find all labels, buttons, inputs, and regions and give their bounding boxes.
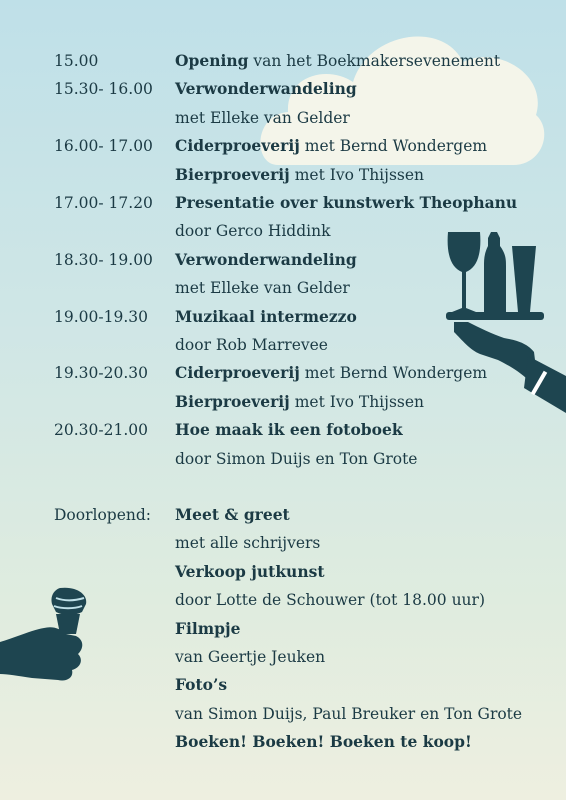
- activity-description: [175, 559, 324, 585]
- activity-description: [175, 701, 522, 727]
- activity-description: [175, 190, 517, 216]
- continuous-row: [0, 559, 566, 585]
- program-row: [0, 133, 566, 159]
- activity-description: [175, 105, 350, 131]
- activity-detail: met Bernd Wondergem: [299, 364, 488, 383]
- continuous-row: [0, 729, 566, 755]
- activity-title: Verwonderwandeling: [175, 249, 357, 269]
- program-row: [0, 446, 566, 472]
- activity-title: Foto’s: [175, 675, 228, 695]
- activity-detail: van het Boekmakersevenement: [248, 52, 501, 70]
- activity-detail: met Bernd Wondergem: [299, 137, 488, 156]
- continuous-row: [0, 616, 566, 642]
- activity-description: [175, 616, 241, 642]
- activity-description: [175, 360, 487, 386]
- activity-detail: van Simon Duijs, Paul Breuker en Ton Grote: [175, 704, 523, 723]
- activity-description: [175, 247, 357, 273]
- program-row: [0, 48, 566, 74]
- activity-description: [175, 644, 325, 670]
- activity-detail: met Ivo Thijssen: [289, 392, 425, 411]
- continuous-row: [0, 587, 566, 613]
- activity-description: [175, 417, 403, 443]
- continuous-row: [0, 530, 566, 556]
- activity-title: Boeken! Boeken! Boeken te koop!: [175, 732, 472, 752]
- time-label: 18.30- 19.00: [54, 250, 153, 269]
- program-row: [0, 76, 566, 102]
- activity-title: Filmpje: [175, 618, 241, 638]
- program-row: [0, 332, 566, 358]
- continuous-row: [0, 672, 566, 698]
- program-row: [0, 105, 566, 131]
- activity-description: [175, 729, 472, 755]
- activity-title: Bierproeverij: [175, 164, 290, 184]
- time-label: 19.30-20.30: [54, 364, 148, 383]
- activity-detail: door Rob Marrevee: [175, 336, 328, 354]
- activity-description: [175, 530, 320, 556]
- program-row: [0, 162, 566, 188]
- activity-title: Presentatie over kunstwerk Theophanu: [175, 193, 518, 212]
- activity-description: [175, 162, 424, 188]
- time-label: Doorlopend:: [54, 506, 152, 524]
- continuous-row: [0, 644, 566, 670]
- activity-title: Ciderproeverij: [175, 136, 300, 156]
- activity-title: Verkoop jutkunst: [175, 561, 325, 581]
- activity-detail: met alle schrijvers: [175, 534, 321, 553]
- program-row: [0, 304, 566, 330]
- activity-detail: met Ivo Thijssen: [289, 165, 425, 184]
- activity-title: Verwonderwandeling: [175, 79, 357, 99]
- program-row: [0, 360, 566, 386]
- activity-description: [175, 76, 357, 102]
- program-row: [0, 190, 566, 216]
- activity-description: [175, 304, 357, 330]
- continuous-row: [0, 701, 566, 727]
- program-row: [0, 389, 566, 415]
- activity-detail: met Elleke van Gelder: [175, 279, 350, 298]
- activity-description: [175, 218, 330, 244]
- activity-detail: door Lotte de Schouwer (tot 18.00 uur): [175, 591, 485, 610]
- activity-description: [175, 587, 485, 613]
- activity-detail: met Elleke van Gelder: [175, 108, 350, 127]
- program-row: [0, 417, 566, 443]
- time-label: 15.30- 16.00: [54, 80, 153, 99]
- program-row: [0, 247, 566, 273]
- activity-title: Meet & greet: [175, 505, 290, 524]
- activity-description: [175, 275, 350, 301]
- time-label: 15.00: [54, 52, 99, 70]
- activity-title: Opening: [175, 51, 249, 70]
- time-label: 16.00- 17.00: [54, 137, 153, 156]
- activity-title: Ciderproeverij: [175, 363, 300, 383]
- activity-description: [175, 133, 487, 159]
- activity-description: [175, 332, 328, 358]
- activity-description: [175, 502, 290, 528]
- activity-title: Muzikaal intermezzo: [175, 306, 357, 326]
- continuous-row: [0, 502, 566, 528]
- time-label: 19.00-19.30: [54, 307, 148, 326]
- program-row: [0, 275, 566, 301]
- activity-description: [175, 389, 424, 415]
- activity-detail: van Geertje Jeuken: [175, 648, 326, 666]
- activity-detail: door Simon Duijs en Ton Grote: [175, 449, 418, 468]
- time-label: 17.00- 17.20: [54, 194, 153, 212]
- activity-title: Bierproeverij: [175, 391, 290, 411]
- activity-title: Hoe maak ik een fotoboek: [175, 420, 403, 440]
- activity-description: [175, 48, 500, 74]
- program-row: [0, 218, 566, 244]
- activity-detail: door Gerco Hiddink: [175, 222, 331, 241]
- activity-description: [175, 446, 417, 472]
- time-label: 20.30-21.00: [54, 421, 148, 440]
- activity-description: [175, 672, 227, 698]
